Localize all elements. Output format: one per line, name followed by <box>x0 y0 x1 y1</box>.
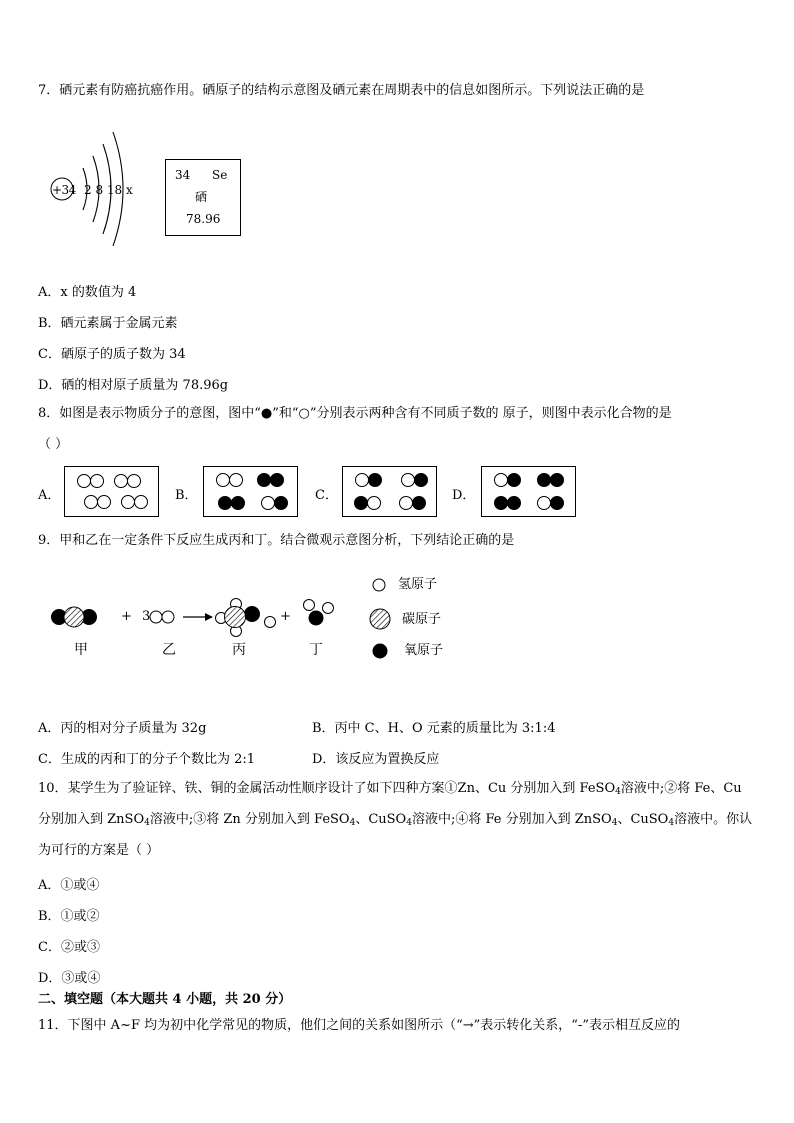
q10-option-b: B．①或② <box>38 909 100 924</box>
q7-option-c: C．硒原子的质子数为 34 <box>38 347 186 362</box>
q8-option-d-diagram <box>481 466 577 517</box>
periodic-table-cell <box>165 159 241 236</box>
product-bing-label: 丙 <box>232 642 246 658</box>
reactant-yi-label: 乙 <box>162 642 176 658</box>
reactant-jia-label: 甲 <box>74 642 88 658</box>
q8-answer-blank: （ ） <box>38 437 69 452</box>
legend-carbon: 碳原子 <box>402 612 442 627</box>
q8-option-a-diagram <box>64 466 160 517</box>
q9-option-c: C．生成的丙和丁的分子个数比为 2:1 <box>38 752 256 767</box>
q9-stem: 9．甲和乙在一定条件下反应生成丙和丁。结合微观示意图分析，下列结论正确的是 <box>38 533 515 548</box>
atomic-number: 34 <box>175 168 191 182</box>
q7-option-b: B．硒元素属于金属元素 <box>38 316 178 331</box>
h2-coefficient: 3 <box>142 609 151 624</box>
q9-reaction-diagram <box>50 595 350 645</box>
q9-option-a: A．丙的相对分子质量为 32g <box>38 721 207 736</box>
plus-sign-2: + <box>280 609 291 624</box>
q10-option-d: D．③或④ <box>38 971 101 986</box>
element-name: 硒 <box>195 190 208 204</box>
q10-stem-line-3: 为可行的方案是（ ） <box>38 843 160 858</box>
q7-stem: 7．硒元素有防癌抗癌作用。硒原子的结构示意图及硒元素在周期表中的信息如图所示。下列说法正确的是 <box>38 83 645 98</box>
nucleus-charge: +34 <box>52 183 76 197</box>
q9-option-b: B．丙中 C、H、O 元素的质量比为 3:1:4 <box>312 721 556 736</box>
q8-label-b: B． <box>175 488 198 503</box>
q10-stem-line-1: 10．某学生为了验证锌、铁、铜的金属活动性顺序设计了如下四种方案①Zn、Cu 分别加入到 FeSO$_4$溶液中;②将 Fe、Cu <box>38 781 742 797</box>
q10-option-c: C．②或③ <box>38 940 100 955</box>
q11-stem: 11．下图中 A~F 均为初中化学常见的物质，他们之间的关系如图所示（“→”表示转化关系，“-”表示相互反应的 <box>38 1018 680 1033</box>
atomic-mass: 78.96 <box>186 212 221 226</box>
q8-label-d: D． <box>452 488 476 503</box>
legend-oxygen: 氧原子 <box>404 643 444 658</box>
q7-option-a: A．x 的数值为 4 <box>38 285 137 300</box>
product-ding-label: 丁 <box>309 642 323 658</box>
element-symbol: Se <box>212 168 228 182</box>
electron-shell-numbers: 2 8 18 x <box>84 183 133 197</box>
q9-legend-symbols <box>367 575 397 655</box>
q8-option-c-diagram <box>342 466 438 517</box>
q7-option-d: D．硒的相对原子质量为 78.96g <box>38 378 229 393</box>
q8-option-b-diagram <box>203 466 299 517</box>
plus-sign-1: + <box>121 609 132 624</box>
q8-stem: 8．如图是表示物质分子的意图，图中“●”和“○”分别表示两种含有不同质子数的 原子，则图中表示化合物的是 <box>38 406 672 421</box>
q9-option-d: D．该反应为置换反应 <box>312 752 440 767</box>
q10-stem-line-2: 分别加入到 ZnSO$_4$溶液中;③将 Zn 分别加入到 FeSO$_4$、CuSO$_4$溶液中;④将 Fe 分别加入到 ZnSO$_4$、CuSO$_4$溶液中。你认 <box>38 812 753 828</box>
q8-label-a: A． <box>38 488 61 503</box>
legend-hydrogen: 氢原子 <box>398 577 438 592</box>
q8-label-c: C． <box>315 488 338 503</box>
q10-option-a: A．①或④ <box>38 878 100 893</box>
section-2-heading: 二、填空题（本大题共 4 小题，共 20 分） <box>38 992 292 1007</box>
